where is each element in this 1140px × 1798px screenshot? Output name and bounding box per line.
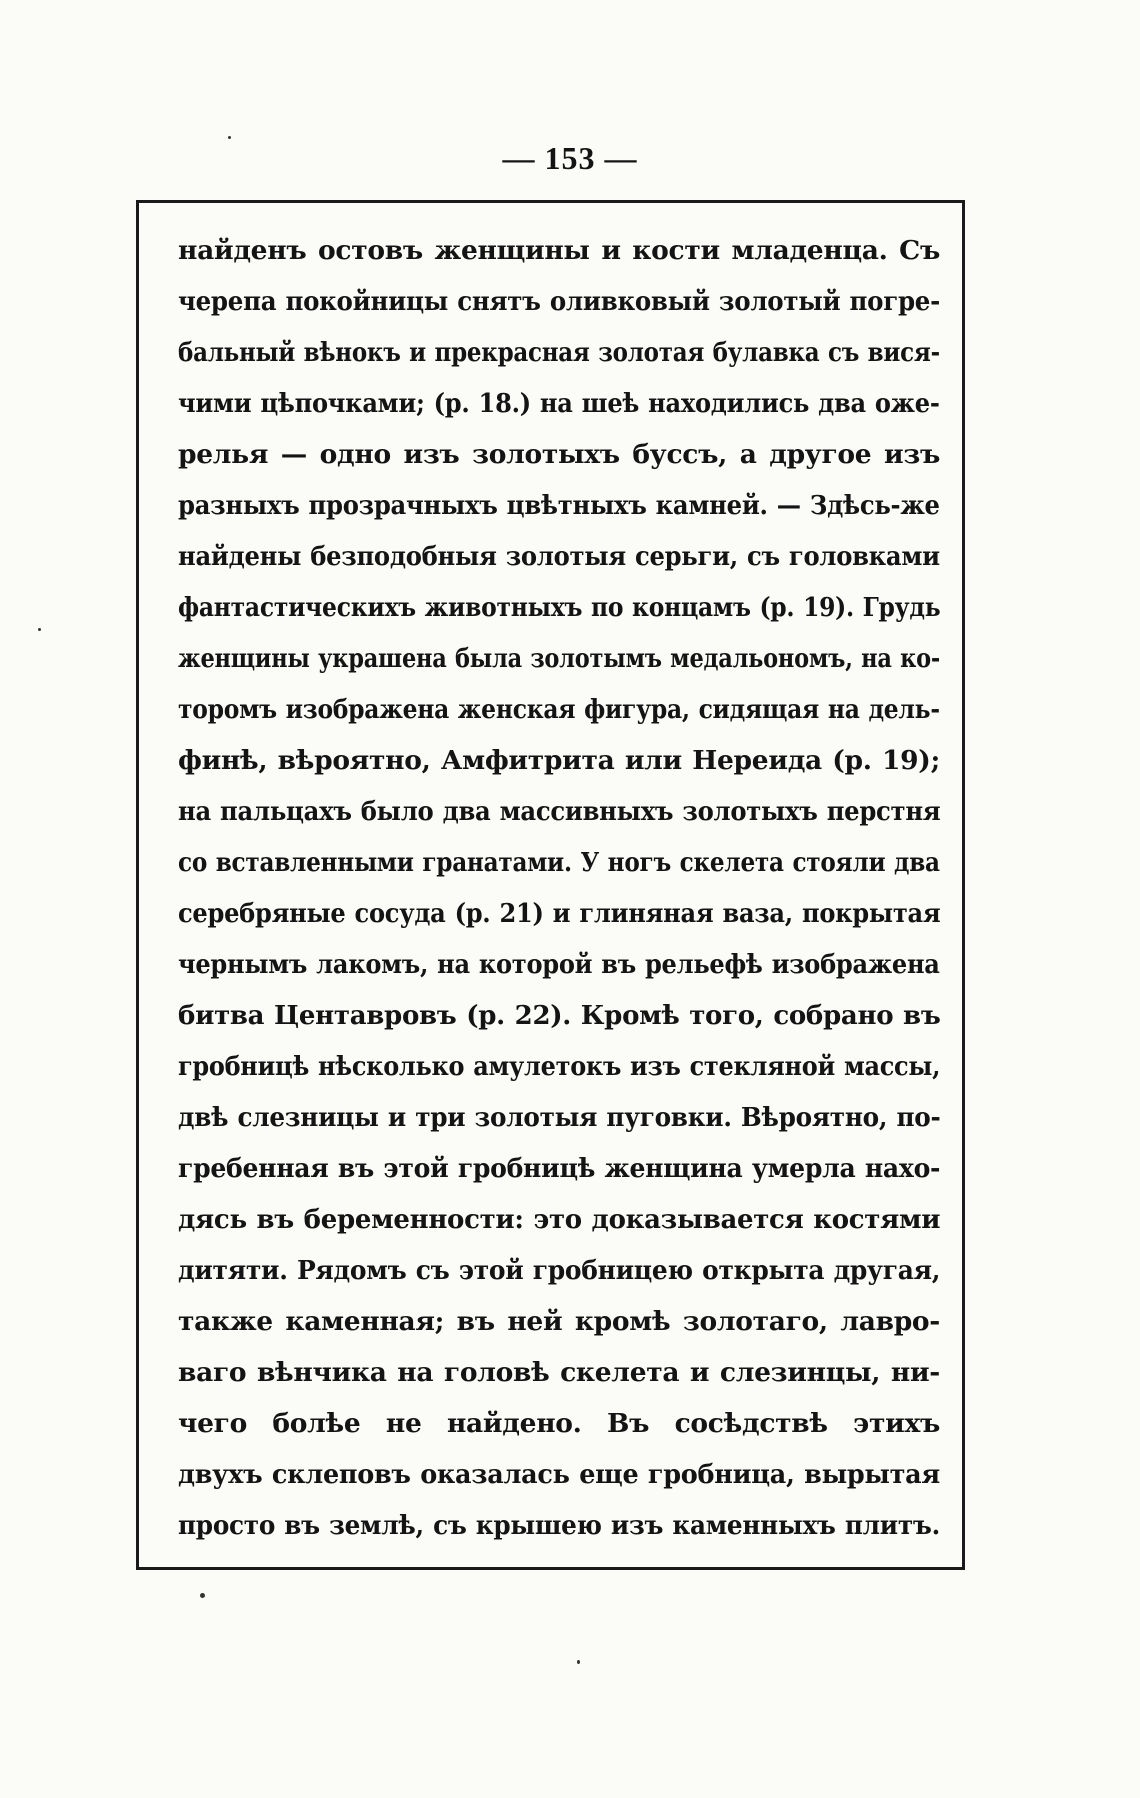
text-line: фантастическихъ животныхъ по концамъ (p. 19). Грудь bbox=[178, 592, 941, 623]
text-line: найденъ остовъ женщины и кости младенца. Съ bbox=[178, 235, 940, 266]
text-line: на пальцахъ было два массивныхъ золотыхъ перстня bbox=[178, 796, 941, 827]
text-line: просто въ землѣ, съ крышею изъ каменныхъ плитъ. bbox=[178, 1510, 940, 1541]
scan-speck bbox=[228, 136, 231, 139]
text-line: черепа покойницы снятъ оливковый золотый погре- bbox=[178, 286, 940, 317]
text-line: разныхъ прозрачныхъ цвѣтныхъ камней. — Здѣсь-же bbox=[178, 490, 940, 521]
text-line: двухъ склеповъ оказалась еще гробница, вырытая bbox=[178, 1459, 940, 1490]
scan-speck bbox=[200, 1593, 205, 1598]
body-text bbox=[178, 225, 940, 1551]
scan-speck bbox=[38, 628, 41, 631]
text-line: чего болѣе не найдено. Въ сосѣдствѣ этихъ bbox=[178, 1408, 940, 1439]
text-line: торомъ изображена женская фигура, сидящая на дель- bbox=[178, 694, 940, 725]
text-line: гребенная въ этой гробницѣ женщина умерла нахо- bbox=[178, 1153, 941, 1184]
scan-speck bbox=[577, 1660, 580, 1664]
text-line: гробницѣ нѣсколько амулетокъ изъ стекляной массы, bbox=[178, 1051, 941, 1082]
text-line: найдены безподобныя золотыя серьги, съ головками bbox=[178, 541, 940, 572]
page-number: — 153 — bbox=[502, 140, 638, 176]
text-line: бальный вѣнокъ и прекрасная золотая булавка съ вися- bbox=[178, 337, 940, 368]
text-line: также каменная; въ ней кромѣ золотаго, лавро- bbox=[178, 1306, 940, 1337]
text-line: дитяти. Рядомъ съ этой гробницею открыта другая, bbox=[178, 1255, 941, 1286]
text-line: чими цѣпочками; (p. 18.) на шеѣ находились два оже- bbox=[178, 388, 940, 419]
text-line: женщины украшена была золотымъ медальономъ, на ко- bbox=[178, 643, 940, 674]
text-line: ваго вѣнчика на головѣ скелета и слезинцы, ни- bbox=[178, 1357, 940, 1388]
text-line: со вставленными гранатами. У ногъ скелета стояли два bbox=[178, 847, 940, 878]
text-line: финѣ, вѣроятно, Амфитрита или Нереида (p. 19); bbox=[178, 745, 940, 776]
text-line: двѣ слезницы и три золотыя пуговки. Вѣроятно, по- bbox=[178, 1102, 941, 1133]
text-line: серебряные сосуда (p. 21) и глиняная ваза, покрытая bbox=[178, 898, 941, 929]
text-line: релья — одно изъ золотыхъ буссъ, а другое изъ bbox=[178, 439, 940, 470]
text-line: чернымъ лакомъ, на которой въ рельефѣ изображена bbox=[178, 949, 940, 980]
text-line: битва Центавровъ (p. 22). Кромѣ того, собрано въ bbox=[178, 1000, 941, 1031]
text-line: дясь въ беременности: это доказывается костями bbox=[178, 1204, 941, 1235]
